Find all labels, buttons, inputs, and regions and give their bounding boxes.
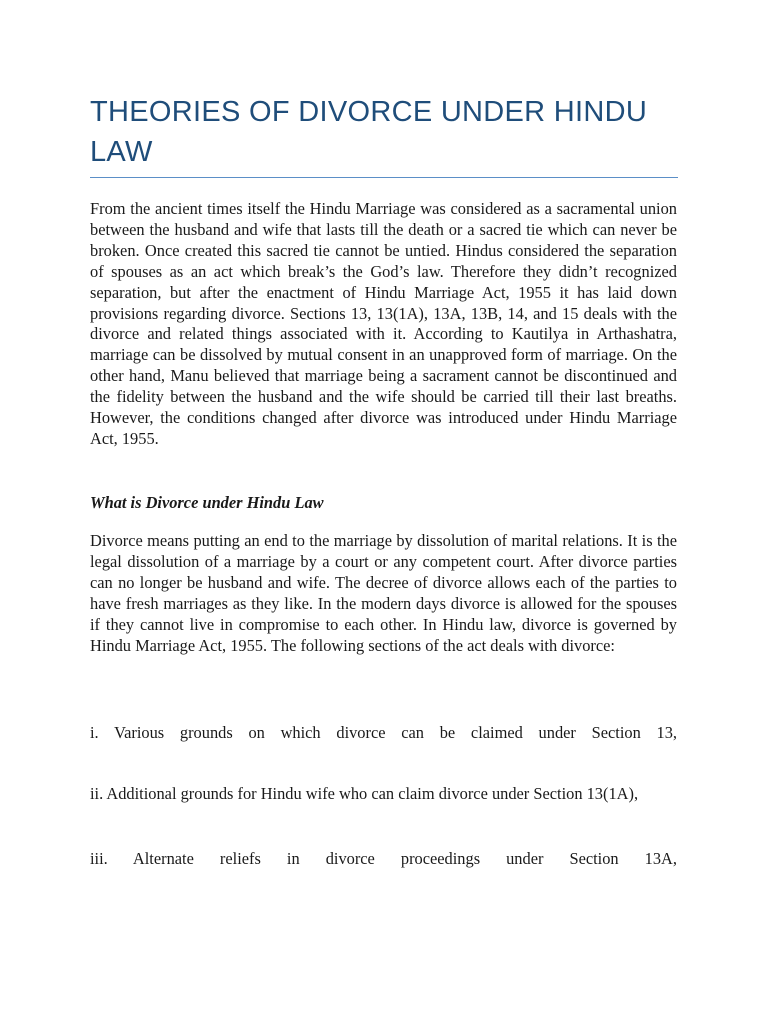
document-title: THEORIES OF DIVORCE UNDER HINDU LAW <box>90 96 648 168</box>
title-divider <box>90 177 678 178</box>
intro-paragraph: From the ancient times itself the Hindu Marriage was considered as a sacramental union between the husband and wife that lasts till the death or a sacred tie which can never be broken. Once created this sacred tie cannot be untied. Hindus considered the separation of spouses as an act which break’s the God’s law. Therefore they didn’t recognized separation, but after the enactment of Hindu Marriage Act, 1955 it has laid down provisions regarding divorce. Sections 13, 13(1A), 13A, 13B, 14, and 15 deals with the divorce and related things associated with it. According to Kautilya in Arthashatra, marriage can be dissolved by mutual consent in an unapproved form of marriage. On the other hand, Manu believed that marriage being a sacrament cannot be discontinued and the fidelity between the husband and the wife should be carried till their last breaths. However, the conditions changed after divorce was introduced under Hindu Marriage Act, 1955. <box>90 199 677 448</box>
list-item: iii. Alternate reliefs in divorce proceedings under Section 13A, <box>90 849 677 868</box>
list-item: i. Various grounds on which divorce can be claimed under Section 13, <box>90 723 677 742</box>
definition-paragraph: Divorce means putting an end to the marriage by dissolution of marital relations. It is the legal dissolution of a marriage by a court or any competent court. After divorce parties can no longer be husband and wife. The decree of divorce allows each of the parties to have fresh marriages as they like. In the modern days divorce is allowed for the spouses if they cannot live in compromise to each other. In Hindu law, divorce is governed by Hindu Marriage Act, 1955. The following sections of the act deals with divorce: <box>90 531 677 655</box>
list-item: ii. Additional grounds for Hindu wife who can claim divorce under Section 13(1A), <box>90 784 639 803</box>
section-subheading: What is Divorce under Hindu Law <box>90 493 324 512</box>
